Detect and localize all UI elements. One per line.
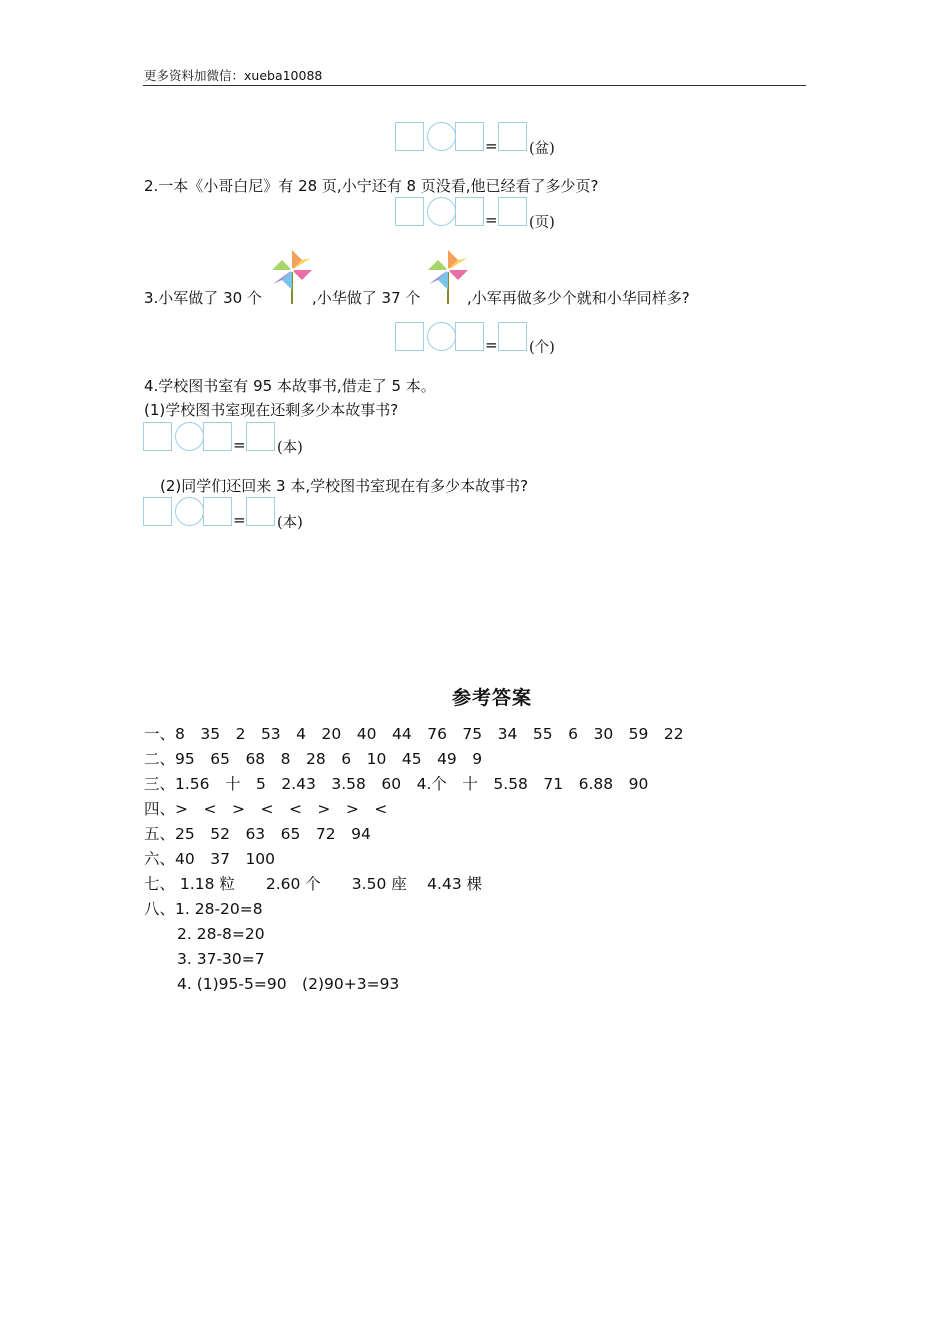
answer-box[interactable] [143, 422, 172, 451]
answer-line-3: 三、1.56 十 5 2.43 3.58 60 4.个 十 5.58 71 6.88 90 [144, 775, 649, 793]
answer-box[interactable] [246, 422, 275, 451]
answer-box[interactable] [203, 497, 232, 526]
operator-circle[interactable] [427, 122, 456, 151]
equals-sign: = [485, 336, 498, 354]
answers-title: 参考答案 [452, 687, 533, 709]
answer-box[interactable] [455, 197, 484, 226]
question-3-part-a: 3.小军做了 30 个 [144, 289, 262, 307]
question-4-2: (2)同学们还回来 3 本,学校图书室现在有多少本故事书? [160, 477, 529, 495]
answer-line-9: 2. 28-8=20 [177, 925, 265, 943]
pinwheel-icon [271, 248, 313, 304]
answer-box[interactable] [246, 497, 275, 526]
pinwheel-icon [427, 248, 469, 304]
question-3-part-c: ,小军再做多少个就和小华同样多? [467, 289, 690, 307]
equals-sign: = [485, 211, 498, 229]
equals-sign: = [233, 436, 246, 454]
answer-box[interactable] [498, 322, 527, 351]
unit-label: (个) [529, 340, 555, 356]
answer-line-7: 七、 1.18 粒 2.60 个 3.50 座 4.43 棵 [144, 875, 483, 893]
operator-circle[interactable] [175, 422, 204, 451]
answer-box[interactable] [203, 422, 232, 451]
answer-box[interactable] [498, 122, 527, 151]
answer-box[interactable] [455, 122, 484, 151]
answer-box[interactable] [143, 497, 172, 526]
question-4-1: (1)学校图书室现在还剩多少本故事书? [144, 401, 399, 419]
unit-label: (本) [277, 515, 303, 531]
operator-circle[interactable] [427, 197, 456, 226]
unit-label: (盆) [529, 141, 555, 157]
answer-line-8: 八、1. 28-20=8 [144, 900, 263, 918]
answer-line-2: 二、95 65 68 8 28 6 10 45 49 9 [144, 750, 483, 768]
answer-line-6: 六、40 37 100 [144, 850, 276, 868]
unit-label: (本) [277, 440, 303, 456]
header-text: 更多资料加微信：xueba10088 [144, 68, 323, 83]
answer-line-10: 3. 37-30=7 [177, 950, 265, 968]
operator-circle[interactable] [427, 322, 456, 351]
answer-box[interactable] [498, 197, 527, 226]
question-2: 2.一本《小哥白尼》有 28 页,小宁还有 8 页没看,他已经看了多少页? [144, 177, 599, 195]
question-4: 4.学校图书室有 95 本故事书,借走了 5 本。 [144, 377, 436, 395]
answer-box[interactable] [395, 197, 424, 226]
answer-line-1: 一、8 35 2 53 4 20 40 44 76 75 34 55 6 30 59 22 [144, 725, 684, 743]
answer-box[interactable] [395, 122, 424, 151]
answer-box[interactable] [455, 322, 484, 351]
answer-box[interactable] [395, 322, 424, 351]
equals-sign: = [233, 511, 246, 529]
answer-line-4: 四、> < > < < > > < [144, 800, 388, 818]
question-3-part-b: ,小华做了 37 个 [312, 289, 421, 307]
header-divider [143, 85, 806, 86]
answer-line-5: 五、25 52 63 65 72 94 [144, 825, 371, 843]
operator-circle[interactable] [175, 497, 204, 526]
equals-sign: = [485, 137, 498, 155]
answer-line-11: 4. (1)95-5=90 (2)90+3=93 [177, 975, 400, 993]
unit-label: (页) [529, 215, 555, 231]
